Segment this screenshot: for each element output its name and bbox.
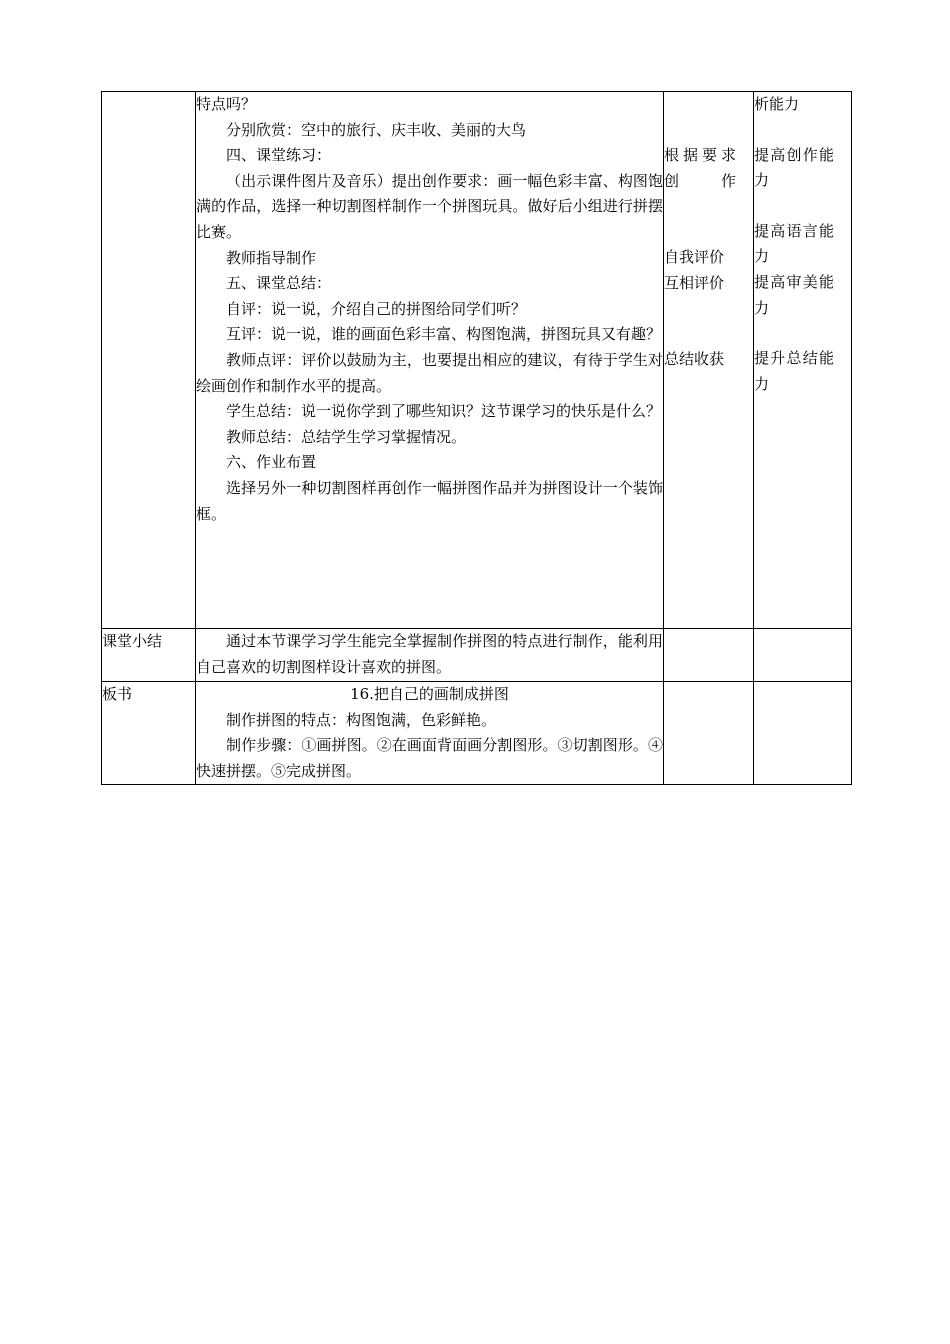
paragraph: 互评：说一说，谁的画面色彩丰富、构图饱满，拼图玩具又有趣？: [226, 325, 662, 344]
paragraph: 学生总结：说一说你学到了哪些知识？这节课学习的快乐是什么？: [226, 402, 662, 421]
paragraph: 特点吗？: [196, 95, 257, 113]
row-label-summary: 课堂小结: [102, 629, 196, 682]
teaching-process-cell: [196, 92, 664, 629]
design-intent-aesthetic: 提高审美能力: [754, 272, 834, 317]
student-activity-self-eval: 自我评价: [664, 248, 725, 267]
paragraph: （出示课件图片及音乐）提出创作要求：画一幅色彩丰富、构图饱满的作品，选择一种切割图样制作一个拼图玩具。做好后小组进行拼摆比赛。: [196, 171, 663, 241]
paragraph: 五、课堂总结：: [226, 274, 332, 293]
design-intent-summary: 提升总结能力: [754, 349, 834, 393]
student-activity-peer-eval: 互相评价: [664, 273, 725, 292]
empty-cell: [754, 682, 852, 785]
empty-cell: [754, 629, 852, 682]
design-intent-cell: [754, 92, 852, 629]
row-label-board: 板书: [102, 682, 196, 785]
board-line: 制作步骤：①画拼图。②在画面背面画分割图形。③切割图形。④快速拼摆。⑤完成拼图。: [196, 736, 663, 780]
paragraph: 自评：说一说，介绍自己的拼图给同学们听？: [226, 299, 527, 318]
paragraph: 教师指导制作: [226, 248, 317, 267]
paragraph: 教师点评：评价以鼓励为主，也要提出相应的建议，有待于学生对绘画创作和制作水平的提高。: [196, 350, 663, 395]
design-intent-creativity: 提高创作能力: [754, 145, 834, 190]
paragraph: 分别欣赏：空中的旅行、庆丰收、美丽的大鸟: [226, 120, 527, 139]
empty-cell: [664, 682, 754, 785]
table-row-summary: [102, 629, 852, 682]
summary-text: 通过本节课学习学生能完全掌握制作拼图的特点进行制作，能利用自己喜欢的切割图样设计喜欢的拼图。: [196, 632, 663, 676]
design-intent-language: 提高语言能力: [754, 221, 834, 266]
summary-text-cell: [196, 629, 664, 682]
design-intent-analysis: 析能力: [754, 95, 800, 113]
board-title: 16.把自己的画制成拼图: [350, 685, 509, 703]
table-row-activities: [102, 92, 852, 629]
board-line: 制作拼图的特点：构图饱满，色彩鲜艳。: [226, 710, 497, 729]
lesson-plan-table: [101, 91, 852, 785]
board-text-cell: [196, 682, 664, 785]
paragraph: 教师总结：总结学生学习掌握情况。: [226, 427, 467, 446]
table-row-board: [102, 682, 852, 785]
empty-cell: [664, 629, 754, 682]
student-activity-create: 根据要求创作: [664, 146, 736, 190]
row-label-empty: [102, 92, 196, 629]
student-activity-summary: 总结收获: [664, 350, 725, 369]
paragraph: 六、作业布置: [226, 453, 317, 472]
student-activity-cell: [664, 92, 754, 629]
paragraph: 选择另外一种切割图样再创作一幅拼图作品并为拼图设计一个装饰框。: [196, 478, 663, 523]
paragraph: 四、课堂练习：: [226, 146, 332, 165]
